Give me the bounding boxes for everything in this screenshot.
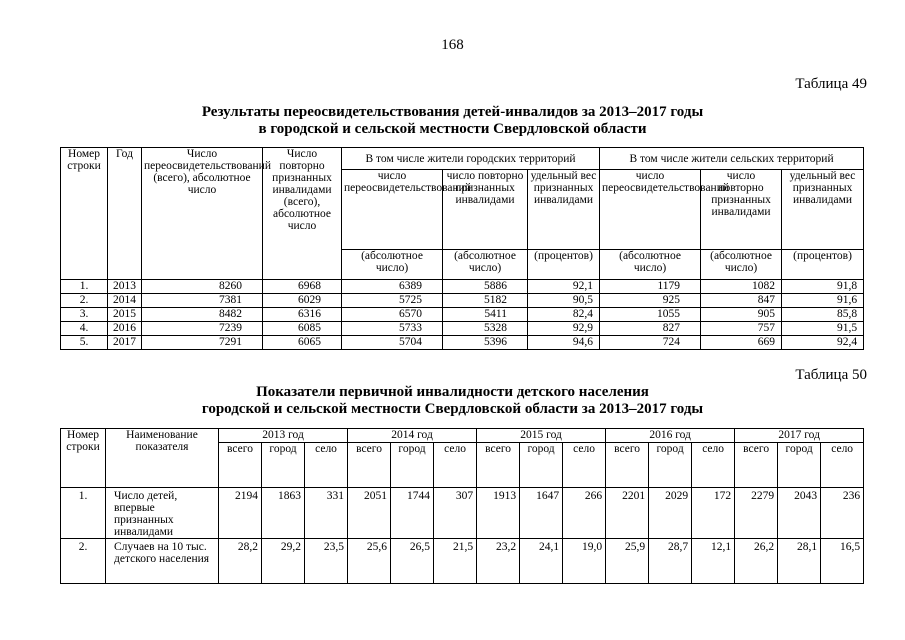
cell-r2: 847 [701, 294, 782, 308]
table50-title-line2: городской и сельской местности Свердловской области за 2013–2017 годы [201, 401, 704, 417]
table49-title-line2: в городской и сельской местности Свердловской области [258, 121, 647, 137]
header-sub-total: всего [477, 443, 520, 488]
cell-value: 28,2 [219, 539, 262, 584]
header-urban-reexam: число переосвидетельствований [342, 170, 443, 250]
cell-r3: 91,8 [782, 280, 864, 294]
cell-value: 331 [305, 488, 348, 539]
cell-value: 1744 [391, 488, 434, 539]
table-row [61, 322, 864, 336]
cell-total: 8482 [142, 308, 263, 322]
cell-value: 26,5 [391, 539, 434, 584]
cell-value: 21,5 [434, 539, 477, 584]
cell-u3: 90,5 [528, 294, 600, 308]
cell-indicator-name: Число детей, впервые признанных инвалидами [106, 488, 219, 539]
cell-r3: 91,5 [782, 322, 864, 336]
header-sub-total: всего [735, 443, 778, 488]
cell-value: 28,7 [649, 539, 692, 584]
cell-total: 8260 [142, 280, 263, 294]
header-urban-share: удельный вес признанных инвалидами [528, 170, 600, 250]
cell-u2: 5411 [443, 308, 528, 322]
cell-u3: 82,4 [528, 308, 600, 322]
cell-value: 25,6 [348, 539, 391, 584]
cell-u1: 5725 [342, 294, 443, 308]
cell-r1: 724 [600, 336, 701, 350]
cell-value: 24,1 [520, 539, 563, 584]
cell-value: 19,0 [563, 539, 606, 584]
table50 [60, 428, 864, 584]
table50-title [0, 384, 905, 418]
table49-title-line1: Результаты переосвидетельствования детей-инвалидов за 2013–2017 годы [201, 104, 704, 120]
header-row-num: Номер строки [61, 429, 106, 488]
cell-total: 7291 [142, 336, 263, 350]
cell-value: 16,5 [821, 539, 864, 584]
cell-r1: 1055 [600, 308, 701, 322]
cell-row-num: 2. [61, 539, 106, 584]
cell-value: 307 [434, 488, 477, 539]
cell-value: 1913 [477, 488, 520, 539]
unit-urban-reexam: (абсолютное число) [342, 250, 443, 280]
cell-u2: 5886 [443, 280, 528, 294]
cell-value: 23,2 [477, 539, 520, 584]
cell-value: 236 [821, 488, 864, 539]
header-sub-city: город [778, 443, 821, 488]
table-row [61, 294, 864, 308]
cell-value: 2201 [606, 488, 649, 539]
header-year: Год [108, 148, 142, 280]
cell-r1: 1179 [600, 280, 701, 294]
cell-value: 2194 [219, 488, 262, 539]
header-sub-village: село [692, 443, 735, 488]
header-rural-share: удельный вес признанных инвалидами [782, 170, 864, 250]
cell-value: 26,2 [735, 539, 778, 584]
cell-u1: 5704 [342, 336, 443, 350]
cell-u2: 5396 [443, 336, 528, 350]
cell-r1: 827 [600, 322, 701, 336]
cell-u2: 5182 [443, 294, 528, 308]
header-rural-reexam: число переосвидетельствований [600, 170, 701, 250]
cell-repeat: 6085 [263, 322, 342, 336]
cell-value: 28,1 [778, 539, 821, 584]
header-year: 2013 год [219, 429, 348, 443]
table-row [61, 488, 864, 539]
header-urban-repeat: число повторно признанных инвалидами [443, 170, 528, 250]
cell-r2: 669 [701, 336, 782, 350]
cell-row-num: 1. [61, 488, 106, 539]
header-sub-village: село [821, 443, 864, 488]
table-row [61, 308, 864, 322]
page-number: 168 [441, 37, 464, 53]
cell-r3: 85,8 [782, 308, 864, 322]
unit-urban-share: (процентов) [528, 250, 600, 280]
cell-value: 25,9 [606, 539, 649, 584]
cell-value: 2279 [735, 488, 778, 539]
cell-n: 4. [61, 322, 108, 336]
header-year: 2015 год [477, 429, 606, 443]
cell-u1: 5733 [342, 322, 443, 336]
table50-label: Таблица 50 [795, 367, 867, 383]
header-sub-city: город [520, 443, 563, 488]
header-urban-group: В том числе жители городских территорий [342, 148, 600, 170]
header-sub-village: село [305, 443, 348, 488]
cell-r3: 91,6 [782, 294, 864, 308]
header-rural-repeat: число повторно признанных инвалидами [701, 170, 782, 250]
cell-repeat: 6968 [263, 280, 342, 294]
cell-year: 2015 [108, 308, 142, 322]
unit-rural-reexam: (абсолютное число) [600, 250, 701, 280]
unit-rural-repeat: (абсолютное число) [701, 250, 782, 280]
header-year: 2016 год [606, 429, 735, 443]
cell-u3: 92,1 [528, 280, 600, 294]
cell-year: 2014 [108, 294, 142, 308]
cell-n: 1. [61, 280, 108, 294]
cell-value: 2043 [778, 488, 821, 539]
header-sub-total: всего [606, 443, 649, 488]
cell-repeat: 6065 [263, 336, 342, 350]
cell-value: 2029 [649, 488, 692, 539]
table49 [60, 147, 864, 350]
cell-value: 172 [692, 488, 735, 539]
table-row [61, 280, 864, 294]
table50-title-line1: Показатели первичной инвалидности детского населения [256, 384, 649, 400]
header-sub-city: город [649, 443, 692, 488]
cell-u1: 6570 [342, 308, 443, 322]
cell-value: 1863 [262, 488, 305, 539]
cell-n: 2. [61, 294, 108, 308]
header-sub-village: село [563, 443, 606, 488]
cell-value: 2051 [348, 488, 391, 539]
unit-rural-share: (процентов) [782, 250, 864, 280]
table-row [61, 539, 864, 584]
header-rural-group: В том числе жители сельских территорий [600, 148, 864, 170]
cell-year: 2013 [108, 280, 142, 294]
cell-indicator-name: Случаев на 10 тыс. детского населения [106, 539, 219, 584]
cell-u2: 5328 [443, 322, 528, 336]
table49-label: Таблица 49 [795, 76, 867, 92]
cell-year: 2016 [108, 322, 142, 336]
header-row-num: Номер строки [61, 148, 108, 280]
cell-r2: 1082 [701, 280, 782, 294]
cell-value: 12,1 [692, 539, 735, 584]
unit-urban-repeat: (абсолютное число) [443, 250, 528, 280]
cell-r2: 757 [701, 322, 782, 336]
table-row [61, 336, 864, 350]
cell-r2: 905 [701, 308, 782, 322]
header-sub-total: всего [219, 443, 262, 488]
header-sub-village: село [434, 443, 477, 488]
cell-n: 5. [61, 336, 108, 350]
cell-u3: 94,6 [528, 336, 600, 350]
header-total-reexam: Число переосвидетельствований (всего), абсолютное число [142, 148, 263, 280]
cell-r1: 925 [600, 294, 701, 308]
cell-u1: 6389 [342, 280, 443, 294]
cell-repeat: 6316 [263, 308, 342, 322]
header-repeat-disabled: Число повторно признанных инвалидами (всего), абсолютное число [263, 148, 342, 280]
cell-n: 3. [61, 308, 108, 322]
header-sub-city: город [262, 443, 305, 488]
header-sub-total: всего [348, 443, 391, 488]
cell-r3: 92,4 [782, 336, 864, 350]
header-sub-city: город [391, 443, 434, 488]
header-year: 2014 год [348, 429, 477, 443]
cell-value: 23,5 [305, 539, 348, 584]
header-year: 2017 год [735, 429, 864, 443]
cell-value: 29,2 [262, 539, 305, 584]
cell-value: 1647 [520, 488, 563, 539]
table49-title [0, 104, 905, 138]
cell-value: 266 [563, 488, 606, 539]
cell-year: 2017 [108, 336, 142, 350]
header-indicator: Наименование показателя [106, 429, 219, 488]
cell-total: 7239 [142, 322, 263, 336]
cell-total: 7381 [142, 294, 263, 308]
cell-repeat: 6029 [263, 294, 342, 308]
cell-u3: 92,9 [528, 322, 600, 336]
